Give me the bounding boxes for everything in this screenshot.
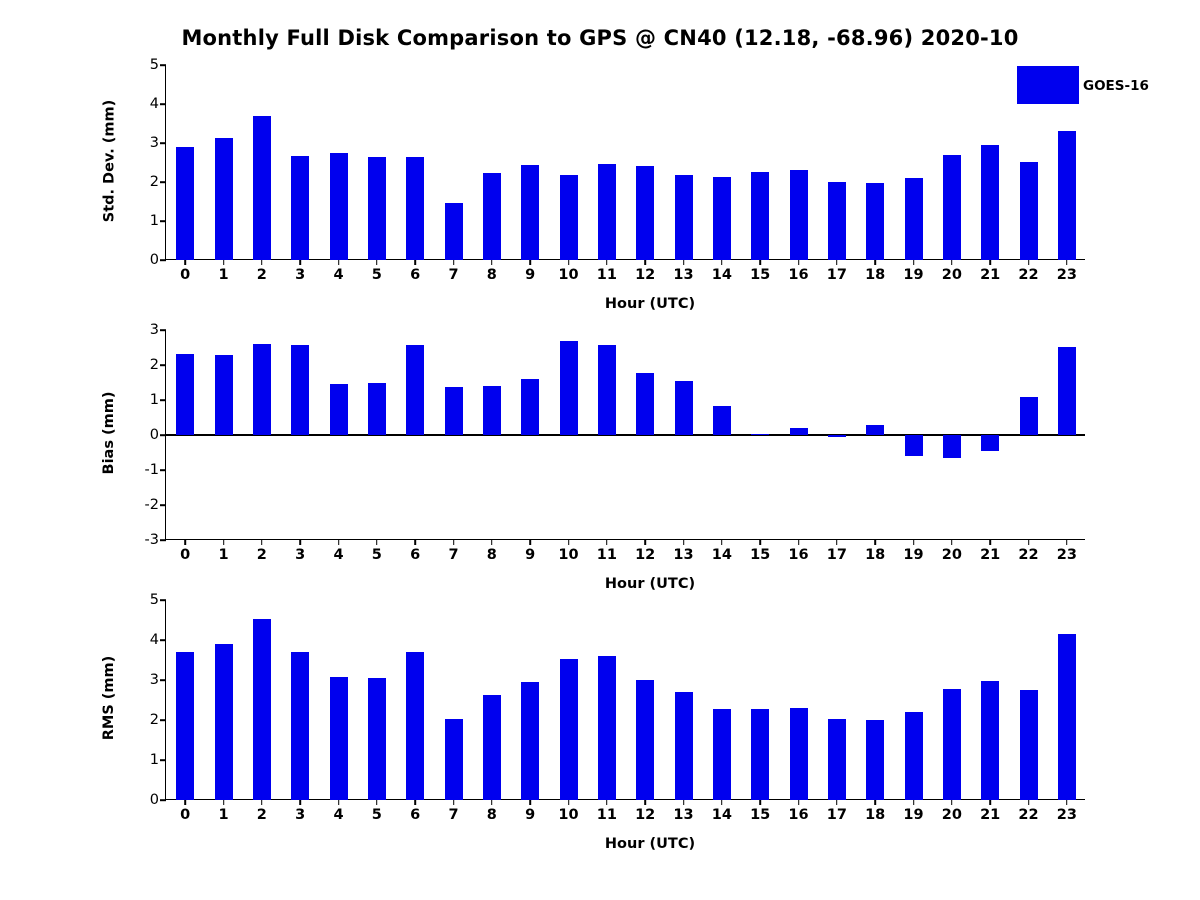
y-axis-label-std-dev: Std. Dev. (mm) — [101, 99, 117, 222]
bar — [1058, 131, 1076, 260]
x-tick-label: 22 — [1018, 267, 1039, 283]
bar — [713, 177, 731, 260]
bar — [598, 164, 616, 260]
x-tick-label: 2 — [256, 547, 267, 563]
bar — [291, 652, 309, 800]
bar — [866, 183, 884, 260]
bar — [943, 435, 961, 458]
x-tick-label: 4 — [333, 547, 344, 563]
y-tick-mark — [160, 329, 166, 331]
bar — [636, 373, 654, 435]
x-tick-label: 3 — [295, 547, 306, 563]
y-tick-mark — [160, 64, 166, 66]
bar — [1058, 634, 1076, 800]
y-tick-label: 5 — [149, 57, 159, 73]
x-tick-label: 11 — [596, 547, 617, 563]
bar — [905, 712, 923, 800]
x-tick-label: 12 — [635, 547, 656, 563]
bar — [253, 344, 271, 435]
x-tick-label: 5 — [371, 267, 382, 283]
x-tick-label: 7 — [448, 807, 459, 823]
bar — [790, 428, 808, 435]
y-tick-label: 1 — [149, 752, 159, 768]
bar — [790, 170, 808, 260]
x-tick-label: 16 — [788, 547, 809, 563]
x-tick-label: 18 — [865, 807, 886, 823]
x-tick-label: 21 — [980, 547, 1001, 563]
x-tick-label: 0 — [180, 267, 191, 283]
x-tick-label: 22 — [1018, 807, 1039, 823]
bar — [521, 165, 539, 260]
x-tick-label: 6 — [410, 807, 421, 823]
x-tick-mark — [989, 539, 991, 545]
bar — [636, 166, 654, 260]
bar — [905, 178, 923, 260]
x-tick-mark — [414, 539, 416, 545]
bar — [445, 387, 463, 435]
x-tick-mark — [721, 539, 723, 545]
x-tick-label: 10 — [558, 807, 579, 823]
y-tick-mark — [160, 181, 166, 183]
y-tick-label: 2 — [149, 712, 159, 728]
bar — [483, 173, 501, 260]
bar — [291, 156, 309, 260]
bar — [675, 692, 693, 800]
x-tick-label: 13 — [673, 547, 694, 563]
y-tick-mark — [160, 759, 166, 761]
x-tick-label: 8 — [486, 267, 497, 283]
y-tick-mark — [160, 679, 166, 681]
bar — [981, 681, 999, 800]
x-tick-label: 5 — [371, 807, 382, 823]
x-tick-label: 1 — [218, 547, 229, 563]
bar — [483, 386, 501, 435]
x-tick-mark — [338, 539, 340, 545]
bar — [981, 145, 999, 260]
bar — [1020, 397, 1038, 435]
bar — [215, 138, 233, 260]
x-tick-mark — [1028, 539, 1030, 545]
y-tick-label: 2 — [149, 357, 159, 373]
y-tick-label: 2 — [149, 174, 159, 190]
bar — [176, 147, 194, 260]
x-tick-label: 4 — [333, 267, 344, 283]
bar — [560, 175, 578, 260]
y-tick-label: 0 — [149, 252, 159, 268]
x-tick-label: 19 — [903, 547, 924, 563]
x-tick-label: 9 — [525, 547, 536, 563]
x-tick-label: 11 — [596, 267, 617, 283]
y-tick-mark — [160, 719, 166, 721]
bar — [521, 379, 539, 435]
y-tick-mark — [160, 639, 166, 641]
bar — [675, 381, 693, 435]
bar — [943, 155, 961, 260]
x-tick-label: 3 — [295, 807, 306, 823]
y-tick-label: -1 — [144, 462, 159, 478]
y-tick-label: 3 — [149, 135, 159, 151]
x-tick-label: 21 — [980, 807, 1001, 823]
x-tick-label: 2 — [256, 807, 267, 823]
y-tick-label: 3 — [149, 322, 159, 338]
bar — [176, 652, 194, 800]
x-tick-label: 21 — [980, 267, 1001, 283]
x-tick-mark — [683, 539, 685, 545]
plot-area-rms — [149, 592, 1085, 823]
bar — [176, 354, 194, 435]
bar — [406, 157, 424, 260]
x-tick-label: 9 — [525, 267, 536, 283]
x-tick-label: 17 — [826, 547, 847, 563]
bar — [713, 406, 731, 435]
y-tick-mark — [160, 142, 166, 144]
x-tick-label: 3 — [295, 267, 306, 283]
x-tick-mark — [184, 539, 186, 545]
x-tick-label: 19 — [903, 807, 924, 823]
x-tick-mark — [798, 539, 800, 545]
bar — [368, 383, 386, 435]
bar — [1020, 690, 1038, 800]
y-tick-label: 4 — [149, 96, 159, 112]
x-axis-label-bias: Hour (UTC) — [604, 576, 696, 592]
bar — [406, 652, 424, 800]
x-tick-label: 18 — [865, 547, 886, 563]
bar — [981, 435, 999, 451]
bar — [828, 719, 846, 800]
y-tick-label: 0 — [149, 427, 159, 443]
bar — [598, 656, 616, 800]
legend-swatch — [1017, 66, 1079, 104]
x-tick-mark — [836, 539, 838, 545]
bar — [406, 345, 424, 435]
bar — [751, 709, 769, 800]
bar — [1058, 347, 1076, 435]
x-tick-mark — [759, 539, 761, 545]
y-tick-mark — [160, 220, 166, 222]
x-axis-label-rms: Hour (UTC) — [604, 836, 696, 852]
x-tick-label: 18 — [865, 267, 886, 283]
x-tick-label: 23 — [1056, 547, 1077, 563]
bar — [215, 355, 233, 436]
x-tick-label: 19 — [903, 267, 924, 283]
y-axis-label-rms: RMS (mm) — [101, 655, 117, 741]
y-tick-mark — [160, 399, 166, 401]
x-tick-label: 16 — [788, 267, 809, 283]
x-tick-label: 13 — [673, 267, 694, 283]
x-tick-label: 15 — [750, 267, 771, 283]
x-tick-label: 11 — [596, 807, 617, 823]
y-tick-mark — [160, 504, 166, 506]
panel-std-dev — [0, 0, 1200, 310]
x-tick-label: 14 — [711, 807, 732, 823]
legend-label: GOES-16 — [1083, 78, 1149, 94]
bar — [445, 719, 463, 800]
x-tick-mark — [491, 539, 493, 545]
y-tick-label: 3 — [149, 672, 159, 688]
bar — [483, 695, 501, 800]
x-tick-label: 16 — [788, 807, 809, 823]
plot-area-bias — [144, 322, 1085, 563]
bar — [751, 434, 769, 435]
x-tick-label: 20 — [941, 547, 962, 563]
x-tick-label: 7 — [448, 267, 459, 283]
x-tick-mark — [606, 539, 608, 545]
bar — [790, 708, 808, 800]
x-tick-label: 4 — [333, 807, 344, 823]
y-tick-mark — [160, 539, 166, 541]
y-tick-label: 5 — [149, 592, 159, 608]
bar — [713, 709, 731, 800]
x-tick-mark — [261, 539, 263, 545]
x-tick-label: 7 — [448, 547, 459, 563]
bar — [215, 644, 233, 800]
x-tick-label: 12 — [635, 807, 656, 823]
x-tick-mark — [529, 539, 531, 545]
bar — [560, 341, 578, 436]
x-tick-label: 23 — [1056, 807, 1077, 823]
y-tick-label: -3 — [144, 532, 159, 548]
x-tick-label: 17 — [826, 267, 847, 283]
bar — [560, 659, 578, 800]
x-tick-label: 0 — [180, 547, 191, 563]
x-tick-label: 6 — [410, 547, 421, 563]
bar — [636, 680, 654, 800]
y-tick-mark — [160, 259, 166, 261]
bar — [943, 689, 961, 800]
y-tick-label: 1 — [149, 392, 159, 408]
bar — [598, 345, 616, 435]
bar — [828, 435, 846, 437]
x-tick-label: 1 — [218, 267, 229, 283]
x-tick-label: 20 — [941, 807, 962, 823]
bar — [253, 619, 271, 800]
x-tick-label: 10 — [558, 267, 579, 283]
bar — [291, 345, 309, 435]
x-tick-mark — [453, 539, 455, 545]
x-tick-label: 0 — [180, 807, 191, 823]
bar — [330, 153, 348, 260]
y-tick-label: -2 — [144, 497, 159, 513]
x-tick-mark — [1066, 539, 1068, 545]
x-tick-label: 8 — [486, 547, 497, 563]
x-tick-label: 17 — [826, 807, 847, 823]
bar — [1020, 162, 1038, 260]
x-tick-label: 20 — [941, 267, 962, 283]
x-tick-mark — [644, 539, 646, 545]
bar — [445, 203, 463, 260]
bar — [866, 425, 884, 435]
bar — [330, 384, 348, 435]
x-tick-mark — [376, 539, 378, 545]
bar — [675, 175, 693, 260]
bar — [751, 172, 769, 260]
plot-area-std-dev — [149, 57, 1085, 283]
y-tick-label: 0 — [149, 792, 159, 808]
x-tick-label: 2 — [256, 267, 267, 283]
x-tick-label: 22 — [1018, 547, 1039, 563]
x-tick-mark — [299, 539, 301, 545]
bar — [368, 678, 386, 800]
x-tick-label: 15 — [750, 547, 771, 563]
x-tick-label: 15 — [750, 807, 771, 823]
bar — [521, 682, 539, 800]
y-tick-mark — [160, 469, 166, 471]
y-tick-label: 4 — [149, 632, 159, 648]
x-tick-label: 14 — [711, 267, 732, 283]
x-tick-mark — [951, 539, 953, 545]
x-tick-label: 13 — [673, 807, 694, 823]
x-tick-label: 8 — [486, 807, 497, 823]
x-tick-label: 12 — [635, 267, 656, 283]
bar — [866, 720, 884, 800]
y-tick-mark — [160, 599, 166, 601]
bar — [828, 182, 846, 260]
panel-rms — [0, 592, 1200, 900]
x-tick-mark — [568, 539, 570, 545]
x-tick-mark — [874, 539, 876, 545]
x-tick-mark — [913, 539, 915, 545]
bar — [368, 157, 386, 260]
y-tick-mark — [160, 364, 166, 366]
x-tick-label: 5 — [371, 547, 382, 563]
x-axis-label-std-dev: Hour (UTC) — [604, 296, 696, 312]
page-title: Monthly Full Disk Comparison to GPS @ CN40 (12.18, -68.96) 2020-10 — [181, 26, 1019, 50]
x-tick-mark — [223, 539, 225, 545]
bar — [330, 677, 348, 800]
x-tick-label: 10 — [558, 547, 579, 563]
x-tick-label: 23 — [1056, 267, 1077, 283]
bar — [905, 435, 923, 456]
x-tick-label: 14 — [711, 547, 732, 563]
y-axis-label-bias: Bias (mm) — [101, 391, 117, 475]
panel-bias — [0, 310, 1200, 600]
x-tick-label: 1 — [218, 807, 229, 823]
bar — [253, 116, 271, 260]
x-tick-label: 6 — [410, 267, 421, 283]
y-tick-mark — [160, 103, 166, 105]
y-tick-label: 1 — [149, 213, 159, 229]
y-tick-mark — [160, 799, 166, 801]
x-tick-label: 9 — [525, 807, 536, 823]
